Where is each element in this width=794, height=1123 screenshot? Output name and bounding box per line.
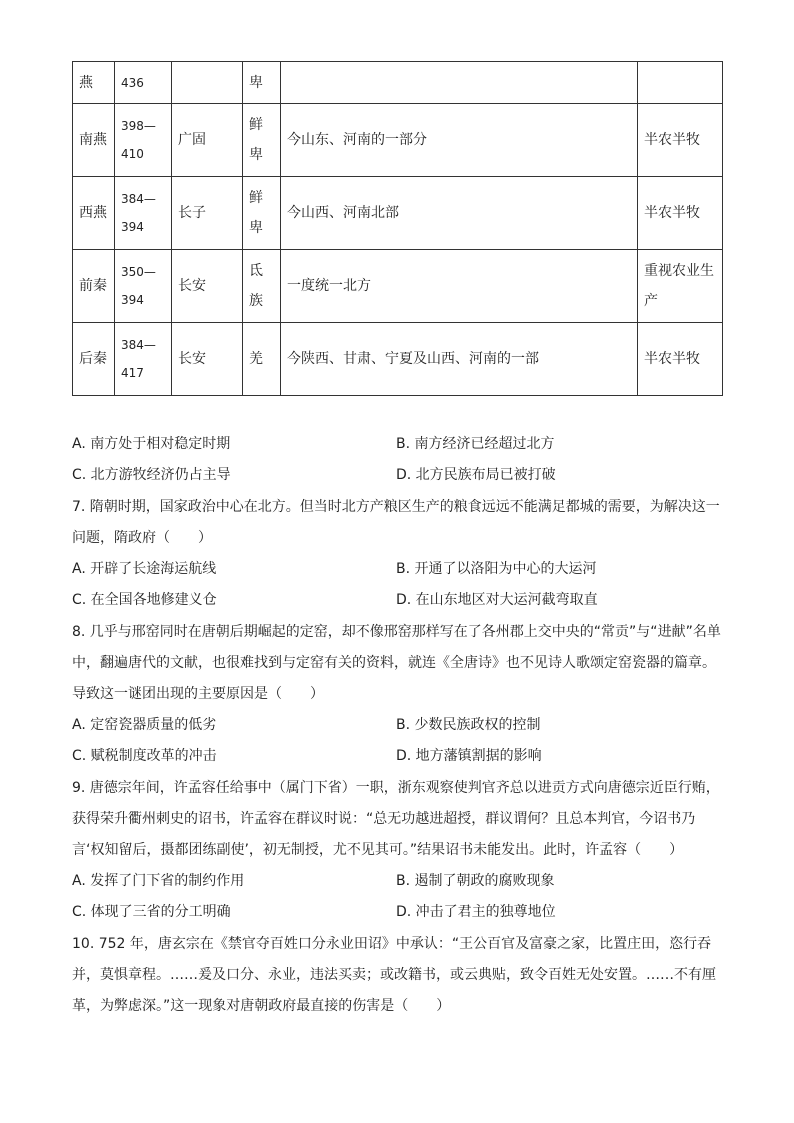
q8-stem: 8. 几乎与邢窑同时在唐朝后期崛起的定窑，却不像邢窑那样写在了各州郡上交中央的“常贡”与“进献”名单中，翻遍唐代的文献，也很难找到与定窑有关的资料，就连《全唐诗》也不见诗人歌颂定窑瓷器的篇章。导致这一谜团出现的主要原因是（ ） (72, 624, 721, 702)
cell-territory: 一度统一北方 (281, 250, 638, 323)
cell-name: 西燕 (73, 177, 115, 250)
cell-ethnic: 鲜卑 (243, 104, 281, 177)
cell-economy (638, 62, 723, 104)
cell-ethnic: 鲜卑 (243, 177, 281, 250)
cell-ethnic: 氐族 (243, 250, 281, 323)
table-row (73, 323, 723, 396)
cell-ethnic: 羌 (243, 323, 281, 396)
q6-options (72, 429, 722, 491)
cell-name: 燕 (73, 62, 115, 104)
q7-option-d[interactable]: D. 在山东地区对大运河截弯取直 (396, 592, 598, 608)
cell-name: 后秦 (73, 323, 115, 396)
q8-option-c[interactable]: C. 赋税制度改革的冲击 (72, 748, 217, 764)
q9-options (72, 866, 722, 928)
q7-stem: 7. 隋朝时期，国家政治中心在北方。但当时北方产粮区生产的粮食远远不能满足都城的需要，为解决这一问题，隋政府（ ） (72, 499, 720, 546)
cell-capital (172, 62, 243, 104)
cell-territory: 今陕西、甘肃、宁夏及山西、河南的一部 (281, 323, 638, 396)
cell-years: 384—394 (115, 177, 172, 250)
table-row (73, 104, 723, 177)
cell-capital: 长安 (172, 250, 243, 323)
q6-option-c[interactable]: C. 北方游牧经济仍占主导 (72, 467, 231, 483)
cell-territory: 今山西、河南北部 (281, 177, 638, 250)
cell-territory: 今山东、河南的一部分 (281, 104, 638, 177)
cell-capital: 广固 (172, 104, 243, 177)
q9-option-d[interactable]: D. 冲击了君主的独尊地位 (396, 904, 556, 920)
q9-option-c[interactable]: C. 体现了三省的分工明确 (72, 904, 231, 920)
q6-option-a[interactable]: A. 南方处于相对稳定时期 (72, 436, 231, 452)
cell-capital: 长安 (172, 323, 243, 396)
cell-name: 南燕 (73, 104, 115, 177)
q8-option-d[interactable]: D. 地方藩镇割据的影响 (396, 748, 542, 764)
cell-years: 436 (115, 62, 172, 104)
q9-option-b[interactable]: B. 遏制了朝政的腐败现象 (396, 873, 555, 889)
cell-years: 384—417 (115, 323, 172, 396)
q9-option-a[interactable]: A. 发挥了门下省的制约作用 (72, 873, 245, 889)
dynasty-table (72, 61, 723, 396)
q6-option-b[interactable]: B. 南方经济已经超过北方 (396, 436, 555, 452)
q7-option-b[interactable]: B. 开通了以洛阳为中心的大运河 (396, 561, 597, 577)
cell-capital: 长子 (172, 177, 243, 250)
q9-stem: 9. 唐德宗年间，许孟容任给事中（属门下省）一职，浙东观察使判官齐总以进贡方式向唐德宗近臣行贿，获得荣升衢州刺史的诏书，许孟容在群议时说：“总无功越进超授，群议谓何？且总本判官，今诏书乃言‘权知留后，摄都团练副使’，初无制授，尤不见其可。”结果诏书未能发出。此时，许孟容（ ） (72, 780, 720, 858)
q8-option-a[interactable]: A. 定窑瓷器质量的低劣 (72, 717, 217, 733)
cell-economy: 半农半牧 (638, 104, 723, 177)
cell-economy: 半农半牧 (638, 177, 723, 250)
cell-ethnic: 卑 (243, 62, 281, 104)
q8-options (72, 710, 722, 772)
cell-economy: 半农半牧 (638, 323, 723, 396)
cell-territory (281, 62, 638, 104)
table-row (73, 250, 723, 323)
table-row (73, 62, 723, 104)
cell-years: 350—394 (115, 250, 172, 323)
cell-economy: 重视农业生产 (638, 250, 723, 323)
cell-years: 398—410 (115, 104, 172, 177)
table-row (73, 177, 723, 250)
q6-option-d[interactable]: D. 北方民族布局已被打破 (396, 467, 556, 483)
q7-option-a[interactable]: A. 开辟了长途海运航线 (72, 561, 217, 577)
q8-option-b[interactable]: B. 少数民族政权的控制 (396, 717, 541, 733)
q10-stem: 10. 752 年，唐玄宗在《禁官夺百姓口分永业田诏》中承认：“王公百官及富豪之家，比置庄田，恣行吞并，莫惧章程。……爰及口分、永业，违法买卖；或改籍书，或云典贴，致令百姓无处安置。……不有厘革，为弊虑深。”这一现象对唐朝政府最直接的伤害是（ ） (72, 936, 716, 1014)
q7-option-c[interactable]: C. 在全国各地修建义仓 (72, 592, 217, 608)
cell-name: 前秦 (73, 250, 115, 323)
q7-options (72, 554, 722, 616)
